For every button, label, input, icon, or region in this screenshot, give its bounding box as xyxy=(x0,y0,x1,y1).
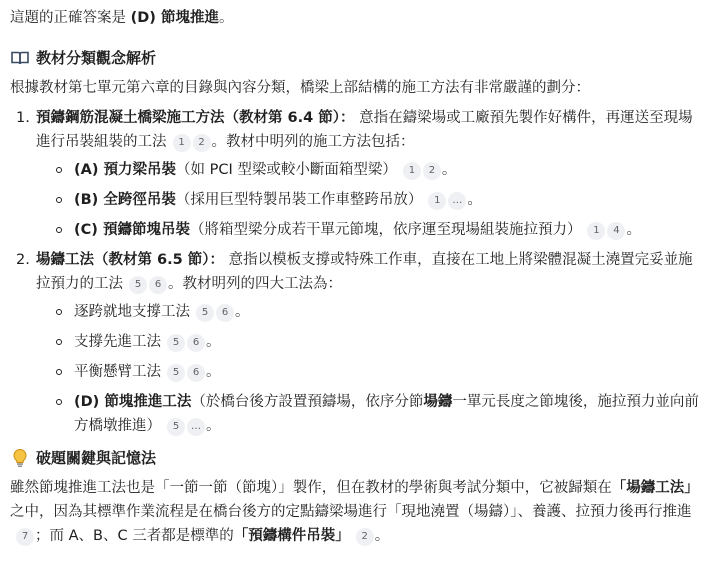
citation-chip[interactable]: … xyxy=(187,418,205,436)
list-item: 平衡懸臂工法 5 6 。 xyxy=(74,360,704,384)
citation-chip[interactable]: 7 xyxy=(16,528,34,546)
citation-chip[interactable]: 5 xyxy=(196,304,214,322)
answer-text: (D) 節塊推進 xyxy=(130,10,219,26)
citation-chip[interactable]: 6 xyxy=(149,276,167,294)
section-intro: 根據教材第七單元第六章的目錄與內容分類，橋梁上部結構的施工方法有非常嚴謹的劃分： xyxy=(10,80,590,96)
citation-chip[interactable]: … xyxy=(448,192,466,210)
list-item: (C) 預鑄節塊吊裝（將箱型梁分成若干單元節塊，依序運至現場組裝施拉預力） 1 4 。 xyxy=(74,218,704,242)
method-list xyxy=(10,106,704,438)
list-item-precast: 1. 預鑄鋼筋混凝土橋梁施工方法（教材第 6.4 節）： 意指在鑄梁場或工廠預先製作好構件，再運送至現場進行吊裝組裝的工法 1 2 。教材中明列的施工方法包括： (A) 預力梁吊裝（如 PCI 型梁或較小斷面箱型梁） 1 2 。 (B) 全跨徑吊裝（採用巨型特製吊裝工作車整跨吊放） 1 … 。 (C) 預鑄節塊吊裝（將箱型梁分成若干單元節塊，依序運至現場組裝施拉預力） 1 4 。 xyxy=(36,106,704,242)
list-item-cast-in-place: 2. 場鑄工法（教材第 6.5 節）： 意指以模板支撐或特殊工作車，直接在工地上將梁體混凝土澆置完妥並施拉預力的工法 5 6 。教材明列的四大工法為： 逐跨就地支撐工法 5 6 。 支撐先進工法 5 6 。 平衡懸臂工法 5 6 。 (D) 節塊推進工法（於橋台後方設置預鑄場，依序分節場鑄一單元長度之節塊後，施拉預力並向前方橋墩推進） 5 … 。 xyxy=(36,248,704,438)
citation-chip[interactable]: 1 xyxy=(403,162,421,180)
citation-chip[interactable]: 5 xyxy=(167,334,185,352)
cast-in-place-sublist xyxy=(36,300,704,438)
citation-chip[interactable]: 2 xyxy=(423,162,441,180)
list-item: 支撐先進工法 5 6 。 xyxy=(74,330,704,354)
citation-chip[interactable]: 1 xyxy=(173,134,191,152)
citation-chip[interactable]: 5 xyxy=(167,418,185,436)
citation-chip[interactable]: 6 xyxy=(187,334,205,352)
citation-chip[interactable]: 5 xyxy=(129,276,147,294)
key-paragraph: 雖然節塊推進工法也是「一節一節（節塊）」製作，但在教材的學術與考試分類中，它被歸類在「場鑄工法」之中，因為其標準作業流程是在橋台後方的定點鑄梁場進行「現地澆置（場鑄）」、養護、拉預力後再行推進7 ；而 A、B、C 三者都是標準的「預鑄構件吊裝」 2 。 xyxy=(10,480,699,544)
citation-chip[interactable]: 1 xyxy=(428,192,446,210)
lightbulb-icon xyxy=(10,448,30,468)
citation-chip[interactable]: 2 xyxy=(356,528,374,546)
answer-line: 這題的正確答案是 (D) 節塊推進。 xyxy=(10,10,234,26)
citation-chip[interactable]: 6 xyxy=(216,304,234,322)
precast-sublist xyxy=(36,158,704,242)
citation-chip[interactable]: 5 xyxy=(167,364,185,382)
section-heading-concept: 教材分類觀念解析 xyxy=(10,46,704,70)
citation-chip[interactable]: 1 xyxy=(587,222,605,240)
section-heading-key: 破題關鍵與記憶法 xyxy=(10,446,704,470)
book-icon xyxy=(10,48,30,68)
list-item: (B) 全跨徑吊裝（採用巨型特製吊裝工作車整跨吊放） 1 … 。 xyxy=(74,188,704,212)
list-item: (A) 預力梁吊裝（如 PCI 型梁或較小斷面箱型梁） 1 2 。 xyxy=(74,158,704,182)
citation-chip[interactable]: 4 xyxy=(607,222,625,240)
citation-chip[interactable]: 2 xyxy=(193,134,211,152)
list-item: (D) 節塊推進工法（於橋台後方設置預鑄場，依序分節場鑄一單元長度之節塊後，施拉預力並向前方橋墩推進） 5 … 。 xyxy=(74,390,704,438)
list-item: 逐跨就地支撐工法 5 6 。 xyxy=(74,300,704,324)
citation-chip[interactable]: 6 xyxy=(187,364,205,382)
